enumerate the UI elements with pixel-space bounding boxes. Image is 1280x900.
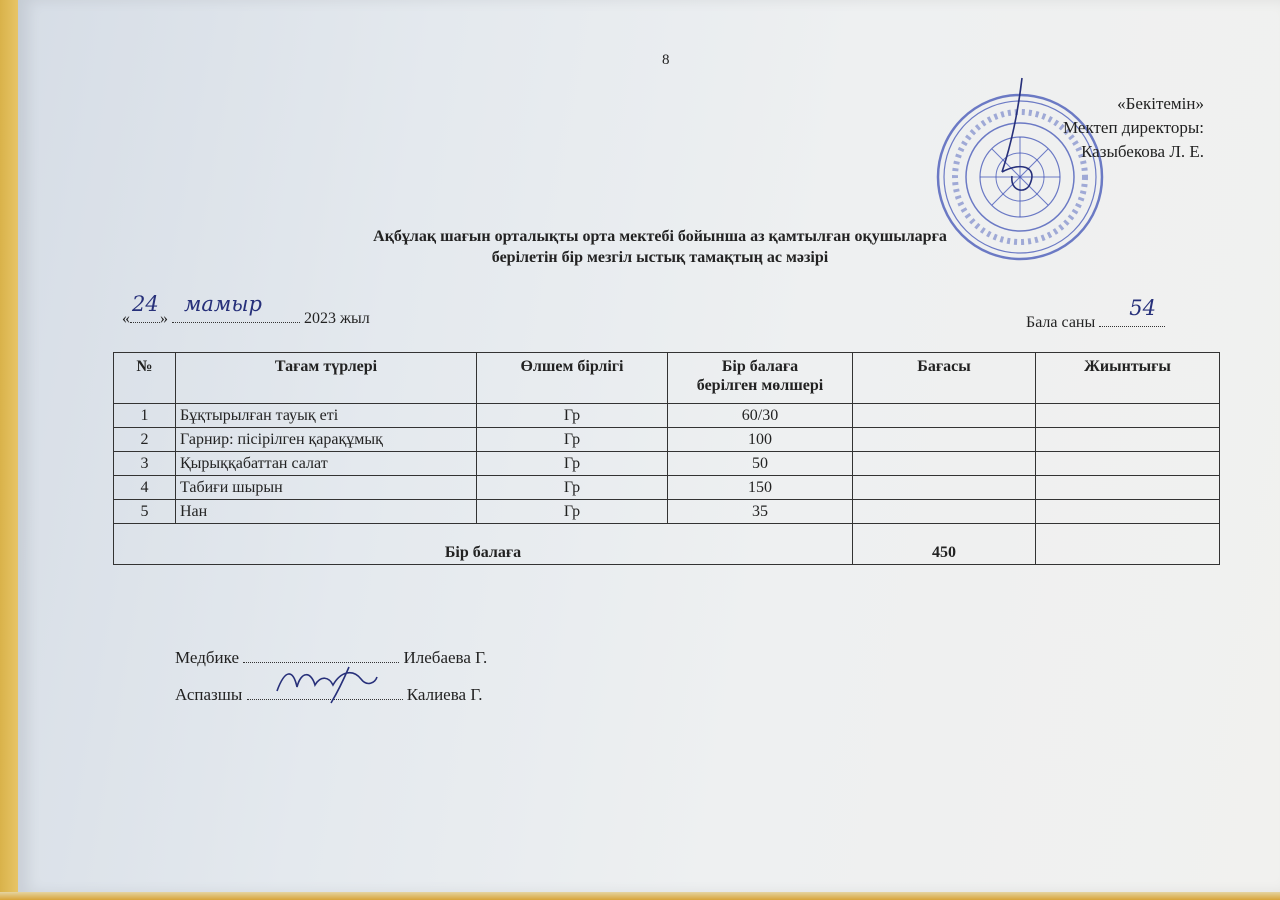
header-total: Жиынтығы (1036, 353, 1220, 404)
cook-handwritten-signature (271, 661, 381, 705)
handwritten-month: мамыр (184, 292, 262, 316)
children-field (1099, 296, 1165, 327)
approval-block (1063, 92, 1204, 164)
handwritten-children-count: 54 (1129, 296, 1156, 320)
cell-num: 4 (114, 476, 176, 500)
cell-num: 2 (114, 428, 176, 452)
background-edge (0, 0, 20, 900)
cell-price (853, 428, 1036, 452)
background-edge-bottom (0, 892, 1280, 900)
year: 2023 жыл (304, 310, 370, 327)
cell-portion: 150 (668, 476, 853, 500)
month-field (172, 292, 300, 323)
cell-total (1036, 452, 1220, 476)
director-signature-mark (990, 72, 1060, 202)
header-portion-line-2: берілген мөлшері (696, 377, 824, 394)
cell-portion: 60/30 (668, 404, 853, 428)
nurse-label: Медбике (175, 648, 239, 667)
cell-price (853, 476, 1036, 500)
cell-dish: Қырыққабаттан салат (176, 452, 477, 476)
header-portion-line-1: Бір балаға (721, 358, 799, 375)
table-row (114, 500, 1220, 524)
cell-unit: Гр (477, 476, 668, 500)
cell-unit: Гр (477, 404, 668, 428)
children-count (1026, 296, 1165, 332)
cell-num: 5 (114, 500, 176, 524)
date-close-quote: » (160, 310, 168, 327)
header-num: № (114, 353, 176, 404)
cell-unit: Гр (477, 452, 668, 476)
cell-unit: Гр (477, 500, 668, 524)
cell-total (1036, 404, 1220, 428)
table-footer-row (114, 524, 1220, 565)
table-row (114, 476, 1220, 500)
header-dish: Тағам түрлері (176, 353, 477, 404)
handwritten-day: 24 (132, 292, 159, 316)
cell-num: 1 (114, 404, 176, 428)
cook-label: Аспазшы (175, 685, 243, 704)
header-portion (668, 353, 853, 404)
date-open-quote: « (122, 310, 130, 327)
footer-label: Бір балаға (114, 524, 853, 565)
children-label: Бала саны (1026, 314, 1096, 331)
cook-signature-field (247, 683, 403, 700)
cell-num: 3 (114, 452, 176, 476)
header-unit: Өлшем бірлігі (477, 353, 668, 404)
cell-portion: 100 (668, 428, 853, 452)
table-row (114, 404, 1220, 428)
page-number: 8 (662, 52, 670, 68)
cell-price (853, 404, 1036, 428)
cell-price (853, 452, 1036, 476)
title-line-2: берілетін бір мезгіл ыстық тамақтың ас мәзірі (491, 249, 829, 266)
title-line-1: Ақбұлақ шағын орталықты орта мектебі бойынша аз қамтылған оқушыларға (373, 228, 947, 245)
cell-dish: Нан (176, 500, 477, 524)
cook-signature-line (175, 683, 482, 705)
cell-dish: Бұқтырылған тауық еті (176, 404, 477, 428)
table-row (114, 452, 1220, 476)
table-header-row (114, 353, 1220, 404)
cell-price (853, 500, 1036, 524)
footer-total (1036, 524, 1220, 565)
document-title (0, 226, 1280, 268)
day-field (130, 292, 160, 323)
header-price: Бағасы (853, 353, 1036, 404)
cell-total (1036, 428, 1220, 452)
menu-table (113, 352, 1220, 565)
footer-price: 450 (853, 524, 1036, 565)
cell-unit: Гр (477, 428, 668, 452)
nurse-name: Илебаева Г. (403, 648, 488, 667)
cell-portion: 50 (668, 452, 853, 476)
director-name: Казыбекова Л. Е. (1081, 142, 1204, 161)
table-row (114, 428, 1220, 452)
cell-total (1036, 500, 1220, 524)
director-title: Мектеп директоры: (1063, 118, 1204, 137)
cell-dish: Табиғи шырын (176, 476, 477, 500)
cell-portion: 35 (668, 500, 853, 524)
date-line (122, 292, 370, 328)
cook-name: Калиева Г. (406, 685, 483, 704)
cell-total (1036, 476, 1220, 500)
approval-line: «Бекітемін» (1117, 94, 1204, 113)
cell-dish: Гарнир: пісірілген қарақұмық (176, 428, 477, 452)
